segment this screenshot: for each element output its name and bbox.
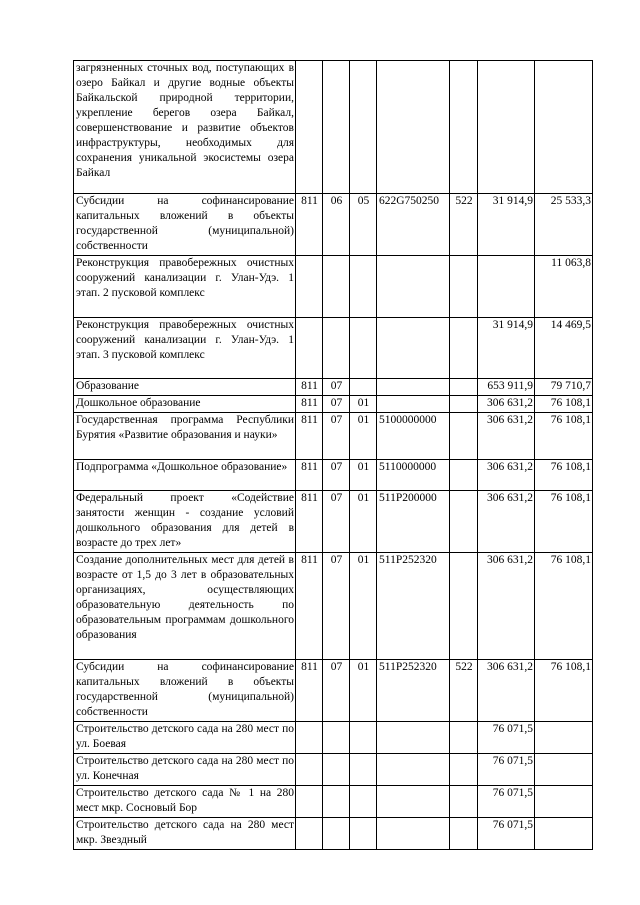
table-row	[74, 660, 593, 722]
cell-csr: 511P200000	[377, 491, 450, 553]
table-row	[74, 553, 593, 660]
cell-rz: 06	[323, 194, 350, 256]
cell-sum-2: 11 063,8	[535, 256, 593, 318]
table-row	[74, 256, 593, 318]
row-name: Реконструкция правобережных очистных сооружений канализации г. Улан-Удэ. 1 этап. 2 пусковой комплекс	[74, 256, 296, 318]
cell-csr	[377, 818, 450, 850]
row-name: Строительство детского сада на 280 мест по ул. Конечная	[74, 754, 296, 786]
cell-sum-1: 653 911,9	[478, 379, 535, 396]
cell-pr	[350, 786, 377, 818]
cell-sum-1: 306 631,2	[478, 396, 535, 413]
cell-gr: 811	[296, 396, 323, 413]
cell-pr	[350, 818, 377, 850]
cell-gr	[296, 818, 323, 850]
cell-csr	[377, 61, 450, 194]
cell-sum-2: 76 108,1	[535, 553, 593, 660]
cell-pr	[350, 379, 377, 396]
cell-rz: 07	[323, 460, 350, 491]
cell-rz	[323, 722, 350, 754]
cell-vr	[450, 722, 478, 754]
cell-sum-1: 76 071,5	[478, 722, 535, 754]
cell-sum-2	[535, 722, 593, 754]
row-name: Государственная программа Республики Бурятия «Развитие образования и науки»	[74, 413, 296, 460]
cell-csr	[377, 754, 450, 786]
cell-csr: 622G750250	[377, 194, 450, 256]
row-name: Образование	[74, 379, 296, 396]
cell-vr: 522	[450, 660, 478, 722]
cell-rz: 07	[323, 491, 350, 553]
cell-pr	[350, 61, 377, 194]
cell-pr: 05	[350, 194, 377, 256]
table-row	[74, 754, 593, 786]
cell-vr	[450, 818, 478, 850]
cell-sum-1: 306 631,2	[478, 491, 535, 553]
cell-gr	[296, 754, 323, 786]
row-name: Строительство детского сада на 280 мест мкр. Звездный	[74, 818, 296, 850]
cell-csr: 5100000000	[377, 413, 450, 460]
table-row	[74, 818, 593, 850]
cell-sum-1: 31 914,9	[478, 194, 535, 256]
row-name: Подпрограмма «Дошкольное образование»	[74, 460, 296, 491]
cell-sum-2: 76 108,1	[535, 491, 593, 553]
cell-vr	[450, 754, 478, 786]
cell-pr: 01	[350, 413, 377, 460]
cell-gr: 811	[296, 553, 323, 660]
row-name: Дошкольное образование	[74, 396, 296, 413]
cell-sum-1	[478, 256, 535, 318]
cell-sum-2: 76 108,1	[535, 413, 593, 460]
cell-gr	[296, 61, 323, 194]
cell-sum-2	[535, 754, 593, 786]
cell-sum-2: 25 533,3	[535, 194, 593, 256]
row-name: загрязненных сточных вод, поступающих в озеро Байкал и другие водные объекты Байкальской природной территории, укрепление берегов озера Байкал, совершенствование и развитие объектов инфраструктуры, необходимых для сохранения уникальной экосистемы озера Байкал	[74, 61, 296, 194]
cell-vr	[450, 413, 478, 460]
cell-pr: 01	[350, 660, 377, 722]
cell-gr: 811	[296, 660, 323, 722]
row-name: Строительство детского сада № 1 на 280 мест мкр. Сосновый Бор	[74, 786, 296, 818]
table-row	[74, 491, 593, 553]
cell-sum-1	[478, 61, 535, 194]
cell-gr	[296, 786, 323, 818]
table-row	[74, 379, 593, 396]
row-name: Федеральный проект «Содействие занятости женщин - создание условий дошкольного образования для детей в возрасте до трех лет»	[74, 491, 296, 553]
cell-vr	[450, 61, 478, 194]
cell-sum-1: 306 631,2	[478, 553, 535, 660]
cell-csr	[377, 256, 450, 318]
cell-gr	[296, 256, 323, 318]
cell-sum-1: 76 071,5	[478, 786, 535, 818]
cell-csr: 511P252320	[377, 553, 450, 660]
cell-rz	[323, 754, 350, 786]
cell-pr: 01	[350, 460, 377, 491]
row-name: Субсидии на софинансирование капитальных вложений в объекты государственной (муниципальной) собственности	[74, 194, 296, 256]
table-row	[74, 722, 593, 754]
cell-rz: 07	[323, 413, 350, 460]
cell-rz	[323, 61, 350, 194]
row-name: Строительство детского сада на 280 мест по ул. Боевая	[74, 722, 296, 754]
cell-sum-2: 14 469,5	[535, 318, 593, 379]
cell-sum-1: 31 914,9	[478, 318, 535, 379]
cell-pr	[350, 318, 377, 379]
table-row	[74, 396, 593, 413]
cell-sum-2	[535, 61, 593, 194]
cell-sum-2: 76 108,1	[535, 660, 593, 722]
cell-gr	[296, 318, 323, 379]
cell-sum-1: 76 071,5	[478, 818, 535, 850]
table-row	[74, 194, 593, 256]
cell-vr: 522	[450, 194, 478, 256]
cell-rz: 07	[323, 553, 350, 660]
cell-csr	[377, 396, 450, 413]
cell-vr	[450, 256, 478, 318]
cell-gr	[296, 722, 323, 754]
budget-table	[73, 60, 593, 850]
table-row	[74, 318, 593, 379]
cell-vr	[450, 786, 478, 818]
cell-csr	[377, 722, 450, 754]
cell-gr: 811	[296, 413, 323, 460]
table-row	[74, 413, 593, 460]
cell-sum-2	[535, 818, 593, 850]
row-name: Субсидии на софинансирование капитальных вложений в объекты государственной (муниципальной) собственности	[74, 660, 296, 722]
cell-gr: 811	[296, 460, 323, 491]
cell-sum-1: 306 631,2	[478, 413, 535, 460]
cell-pr: 01	[350, 491, 377, 553]
cell-vr	[450, 491, 478, 553]
cell-csr	[377, 318, 450, 379]
cell-pr: 01	[350, 553, 377, 660]
cell-csr: 511P252320	[377, 660, 450, 722]
cell-rz	[323, 318, 350, 379]
cell-csr	[377, 379, 450, 396]
cell-gr: 811	[296, 194, 323, 256]
cell-pr	[350, 256, 377, 318]
cell-rz	[323, 256, 350, 318]
cell-sum-2: 76 108,1	[535, 460, 593, 491]
cell-sum-2: 79 710,7	[535, 379, 593, 396]
cell-sum-2: 76 108,1	[535, 396, 593, 413]
cell-vr	[450, 460, 478, 491]
cell-sum-1: 306 631,2	[478, 460, 535, 491]
cell-csr: 5110000000	[377, 460, 450, 491]
cell-gr: 811	[296, 491, 323, 553]
cell-rz: 07	[323, 396, 350, 413]
table-row	[74, 460, 593, 491]
cell-sum-1: 76 071,5	[478, 754, 535, 786]
row-name: Создание дополнительных мест для детей в возрасте от 1,5 до 3 лет в образовательных организациях, осуществляющих образовательную деятельность по образовательным программам дошкольного образования	[74, 553, 296, 660]
cell-pr	[350, 754, 377, 786]
cell-vr	[450, 379, 478, 396]
cell-rz	[323, 818, 350, 850]
cell-rz: 07	[323, 379, 350, 396]
cell-vr	[450, 553, 478, 660]
cell-sum-2	[535, 786, 593, 818]
cell-vr	[450, 318, 478, 379]
cell-gr: 811	[296, 379, 323, 396]
cell-pr	[350, 722, 377, 754]
row-name: Реконструкция правобережных очистных сооружений канализации г. Улан-Удэ. 1 этап. 3 пусковой комплекс	[74, 318, 296, 379]
cell-vr	[450, 396, 478, 413]
cell-pr: 01	[350, 396, 377, 413]
cell-sum-1: 306 631,2	[478, 660, 535, 722]
cell-csr	[377, 786, 450, 818]
cell-rz: 07	[323, 660, 350, 722]
cell-rz	[323, 786, 350, 818]
table-row	[74, 61, 593, 194]
table-row	[74, 786, 593, 818]
